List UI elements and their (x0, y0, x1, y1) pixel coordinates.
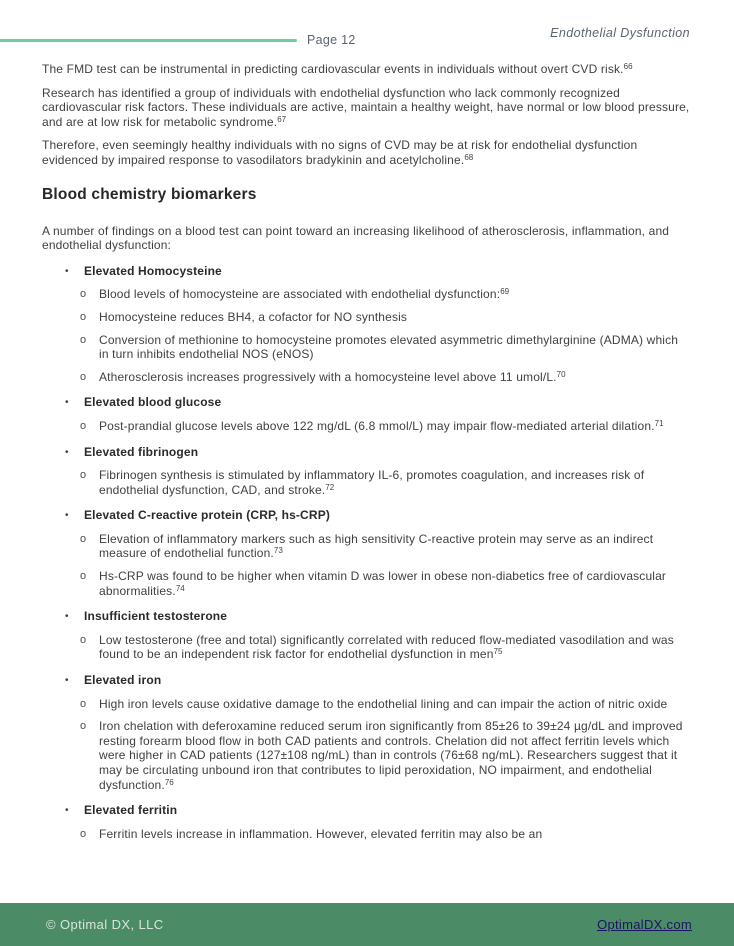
bullet-icon: • (65, 510, 69, 522)
sub-bullet-item: o Homocysteine reduces BH4, a cofactor for NO synthesis (80, 309, 408, 324)
header-rule (0, 39, 297, 42)
sub-bullet-item: o Blood levels of homocysteine are associated with endothelial dysfunction:$^{69}$ (80, 287, 510, 302)
website-link[interactable]: OptimalDX.com (597, 917, 692, 932)
circle-bullet-icon: o (80, 532, 87, 545)
footnote-ref: 69 (500, 287, 510, 297)
page-header (0, 0, 734, 47)
bullet-icon: • (65, 446, 69, 458)
bullet-icon: • (65, 265, 69, 277)
page-number: Page 12 (307, 33, 356, 47)
bullet-icon: • (65, 805, 69, 817)
copyright-text: © Optimal DX, LLC (46, 917, 164, 932)
bullet-group (42, 508, 690, 598)
paragraph: The FMD test can be instrumental in predicting cardiovascular events in individuals without overt CVD risk.$^{66}$ (42, 62, 633, 76)
bullet-item (65, 445, 690, 461)
footnote-ref: 68 (464, 152, 474, 162)
sub-bullet-item: o Conversion of methionine to homocysteine promotes elevated asymmetric dimethylarginine (ADMA) which in turn inhibits endothelial NOS (eNOS) (80, 332, 679, 362)
circle-bullet-icon: o (80, 310, 87, 323)
bullet-group (42, 803, 690, 841)
circle-bullet-icon: o (80, 827, 87, 840)
bullet-icon: • (65, 675, 69, 687)
sub-bullet-item: o Fibrinogen synthesis is stimulated by inflammatory IL-6, promotes coagulation, and increases risk of endothelial dysfunction, CAD, and stroke.$^{72}$ (80, 468, 645, 497)
bullet-group (42, 264, 690, 385)
bullet-group (42, 395, 690, 433)
bullet-label: Elevated blood glucose (84, 395, 222, 410)
bullet-item (65, 673, 690, 689)
bullet-group (42, 609, 690, 662)
footnote-ref: 70 (556, 369, 566, 379)
circle-bullet-icon: o (80, 720, 87, 733)
sub-bullet-item: o Atherosclerosis increases progressively with a homocysteine level above 11 umol/L.$^{70}$ (80, 369, 566, 384)
section-intro: A number of findings on a blood test can point toward an increasing likelihood of atherosclerosis, inflammation, and endothelial dysfunction: (42, 223, 670, 253)
paragraph: Research has identified a group of individuals with endothelial dysfunction who lack commonly recognized cardiovascular risk factors. These individuals are active, maintain a healthy weight, have normal or low blood pressure, and are at low risk for metabolic syndrome.$^{67}$ (42, 85, 690, 129)
bullet-item (65, 803, 690, 819)
footnote-ref: 76 (164, 777, 174, 787)
bullet-icon: • (65, 611, 69, 623)
document-title: Endothelial Dysfunction (550, 26, 690, 40)
sub-bullet-item: o Post-prandial glucose levels above 122 mg/dL (6.8 mmol/L) may impair flow-mediated arterial dilation.$^{71}$ (80, 418, 664, 433)
page-footer (0, 903, 734, 946)
circle-bullet-icon: o (80, 633, 87, 646)
bullet-label: Insufficient testosterone (84, 609, 228, 624)
circle-bullet-icon: o (80, 419, 87, 432)
bullet-group (42, 673, 690, 792)
circle-bullet-icon: o (80, 333, 87, 346)
circle-bullet-icon: o (80, 570, 87, 583)
sub-bullet-item: o Ferritin levels increase in inflammation. However, elevated ferritin may also be an (80, 826, 543, 841)
footnote-ref: 72 (325, 482, 335, 492)
circle-bullet-icon: o (80, 288, 87, 301)
footnote-ref: 71 (654, 418, 664, 428)
bullet-icon: • (65, 397, 69, 409)
circle-bullet-icon: o (80, 697, 87, 710)
bullet-label: Elevated Homocysteine (84, 263, 222, 278)
paragraph-list (42, 62, 690, 168)
sub-bullet-item: o Elevation of inflammatory markers such as high sensitivity C-reactive protein may serve as an indirect measure of endothelial function.$^{73}$ (80, 531, 654, 561)
sub-bullet-item: o Iron chelation with deferoxamine reduced serum iron significantly from 85±26 to 39±24 µg/dL and improved resting forearm blood flow in both CAD patients and controls. Chelation did not affect ferritin levels which were higher in CAD patients (127±108 ng/mL) than in controls (76±68 ng/mL). Researchers suggest that it may be circulating unbound iron that contributes to lipid peroxidation, NO impairment, and endothelial dysfunction.$^{76}$ (80, 719, 683, 792)
section-heading: Blood chemistry biomarkers (42, 185, 257, 203)
bullet-item (65, 264, 690, 280)
bullet-label: Elevated fibrinogen (84, 444, 199, 459)
bullet-list (42, 264, 690, 842)
sub-bullet-item: o Low testosterone (free and total) significantly correlated with reduced flow-mediated vasodilation and was found to be an independent risk factor for endothelial dysfunction in men$^{75}$ (80, 632, 674, 662)
sub-bullet-item: o High iron levels cause oxidative damage to the endothelial lining and can impair the action of nitric oxide (80, 696, 668, 711)
paragraph: Therefore, even seemingly healthy individuals with no signs of CVD may be at risk for endothelial dysfunction evidenced by impaired response to vasodilators bradykinin and acetylcholine.$^{68}$ (42, 138, 638, 167)
footnote-ref: 74 (175, 583, 185, 593)
bullet-label: Elevated ferritin (84, 803, 178, 818)
footnote-ref: 67 (277, 114, 287, 124)
footnote-ref: 73 (273, 546, 283, 556)
bullet-item (65, 395, 690, 411)
page-body (0, 47, 734, 841)
sub-bullet-item: o Hs-CRP was found to be higher when vitamin D was lower in obese non-diabetics free of cardiovascular abnormalities.$^{74}$ (80, 569, 667, 598)
bullet-label: Elevated iron (84, 673, 162, 688)
bullet-label: Elevated C-reactive protein (CRP, hs-CRP) (84, 508, 330, 523)
bullet-item (65, 508, 690, 524)
footnote-ref: 75 (493, 647, 503, 657)
bullet-item (65, 609, 690, 625)
circle-bullet-icon: o (80, 469, 87, 482)
bullet-group (42, 445, 690, 498)
footnote-ref: 66 (623, 62, 633, 71)
circle-bullet-icon: o (80, 370, 87, 383)
